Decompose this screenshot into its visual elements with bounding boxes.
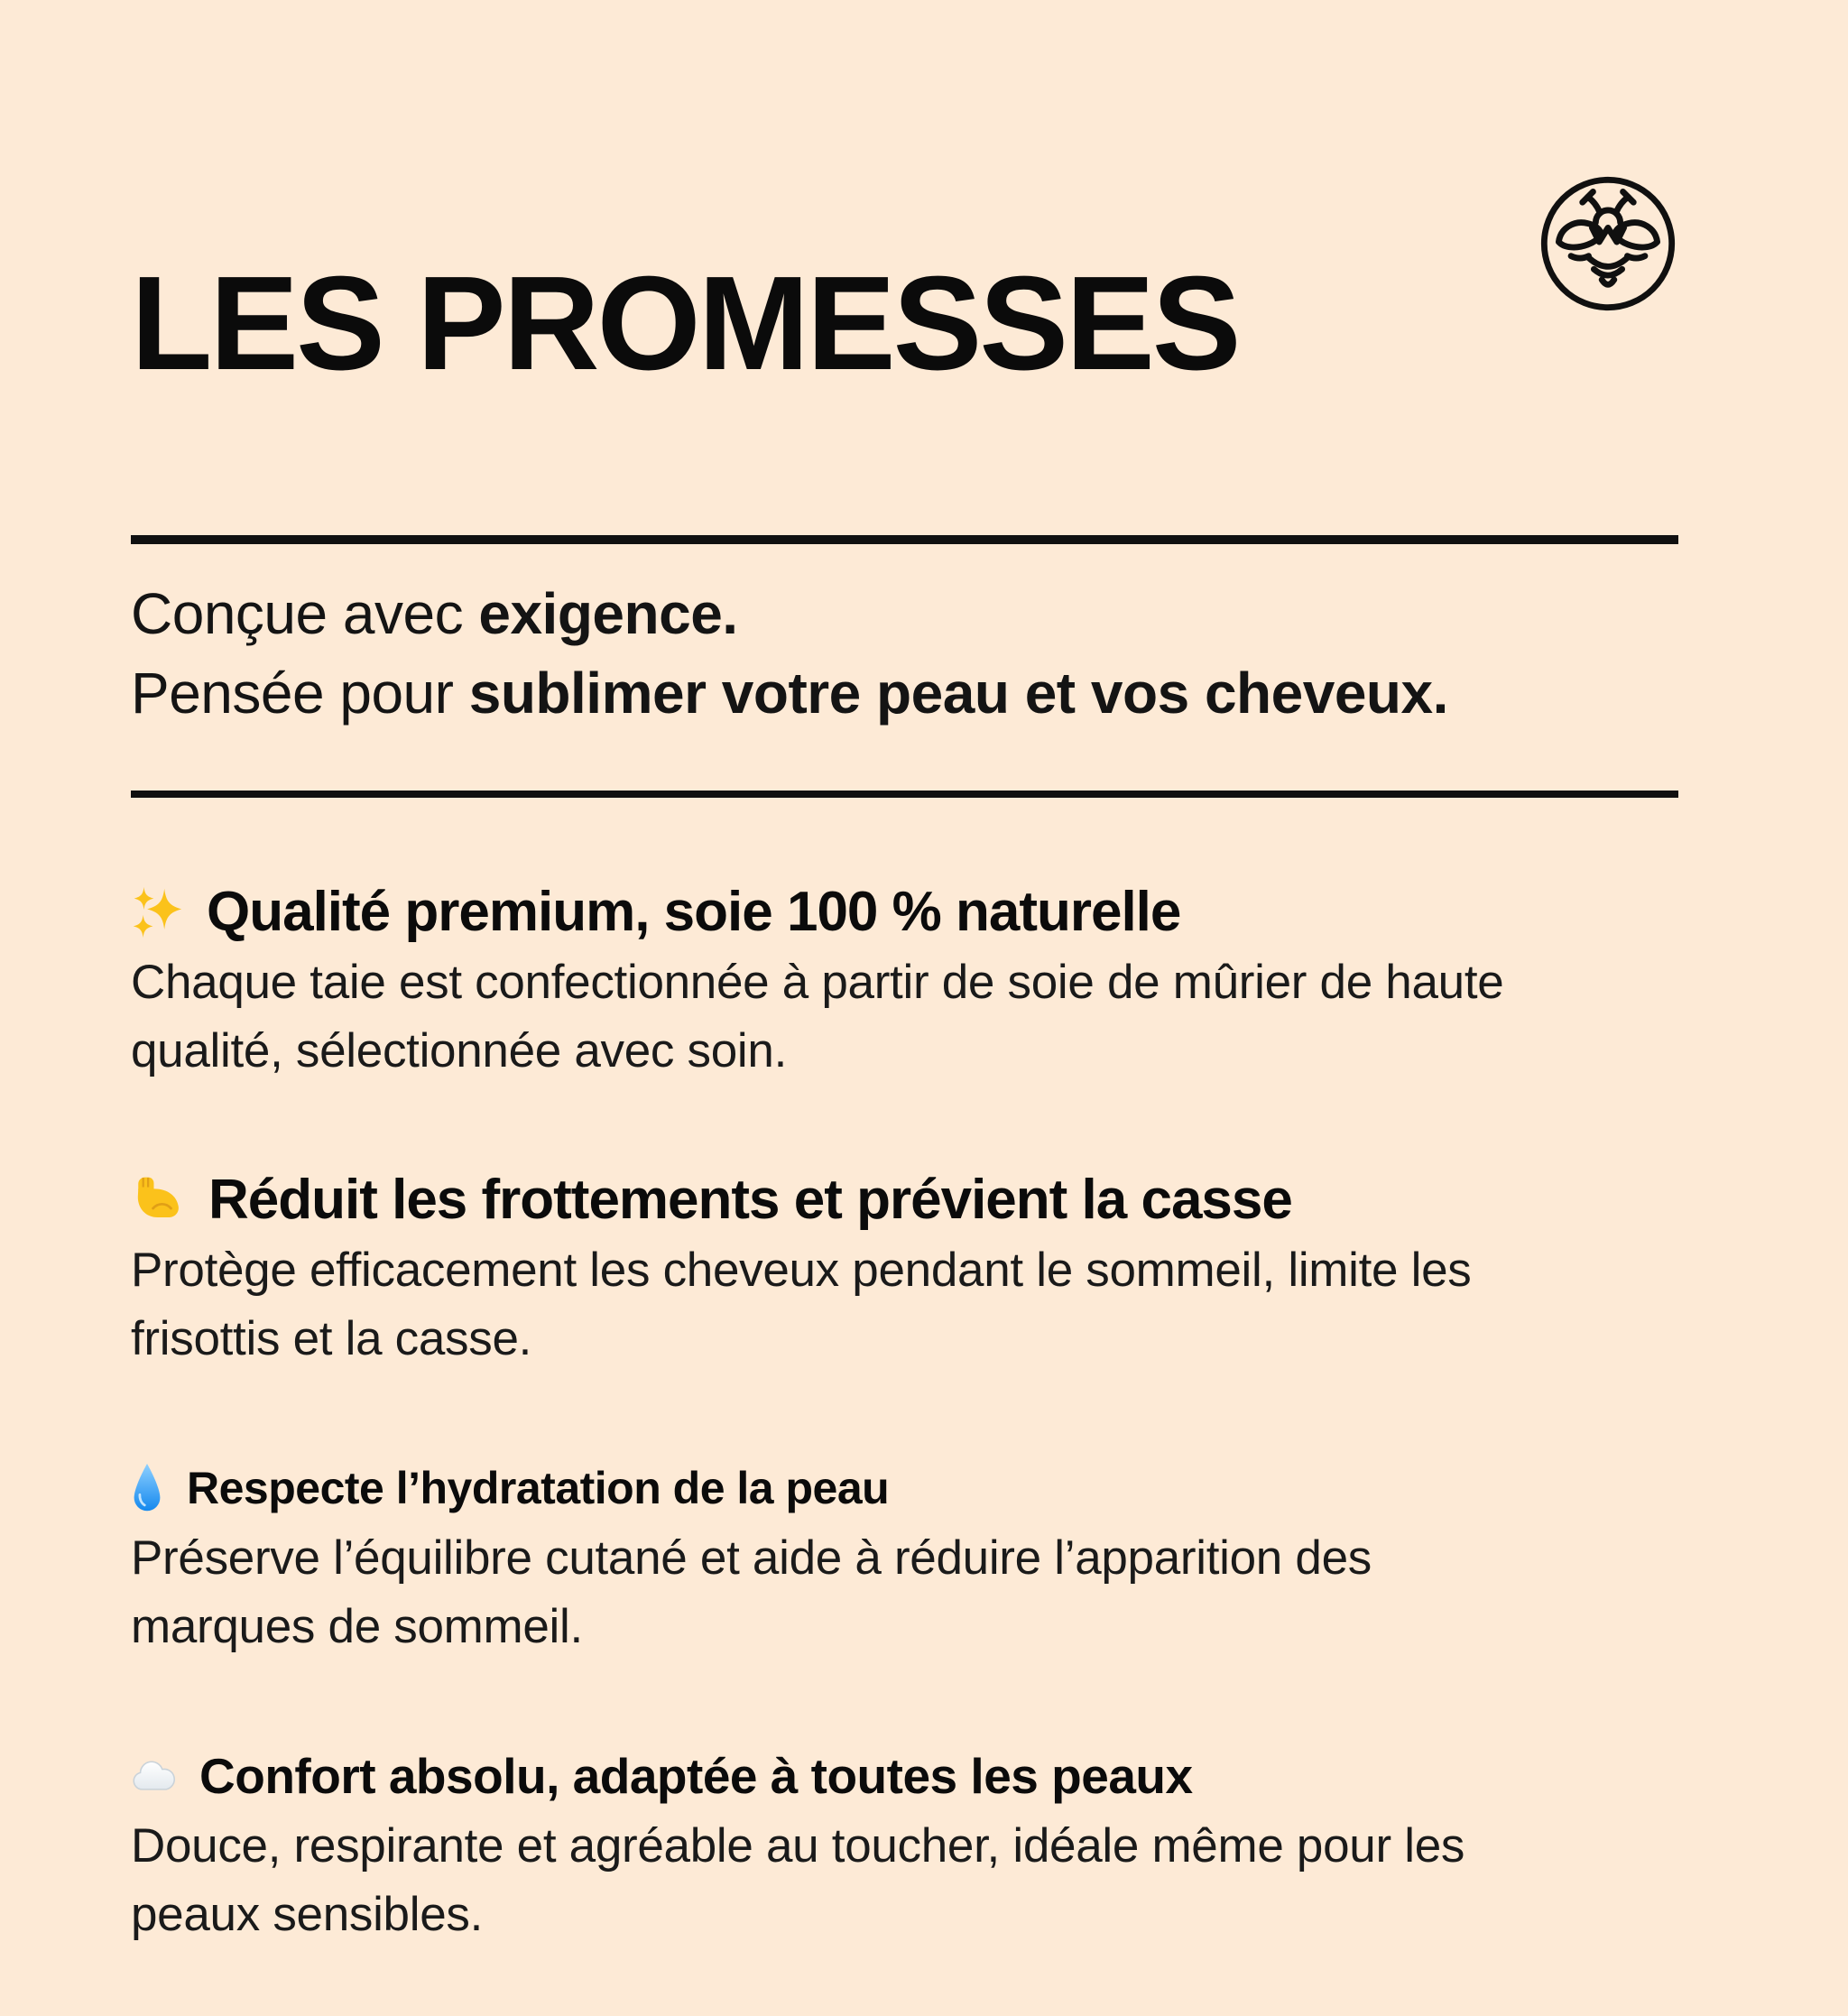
section-heading-text: Respecte l’hydratation de la peau [187,1463,890,1514]
intro-line1-regular: Conçue avec [131,581,479,647]
body-line: Chaque taie est confectionnée à partir de soie de mûrier de haute [131,956,1504,1010]
sparkles-icon [131,886,183,939]
divider-top [131,535,1678,544]
bee-icon [1538,173,1678,314]
section-heading [131,1740,1678,1812]
body-line: Douce, respirante et agréable au toucher, idéale même pour les [131,1819,1465,1873]
promises-card [0,168,1848,2016]
body-line: marques de sommeil. [131,1600,583,1654]
body-line: Protège efficacement les cheveux pendant le sommeil, limite les [131,1244,1472,1298]
intro-line1-bold: exigence. [478,581,738,647]
divider-intro [131,791,1678,798]
body-line: Préserve l’équilibre cutané et aide à réduire l’apparition des [131,1531,1372,1586]
page-title: LES PROMESSES [131,249,1239,399]
body-line: qualité, sélectionnée avec soin. [131,1024,787,1078]
section-body [131,1236,1678,1373]
section-skin-hydration [131,1452,1678,1661]
intro-line2-bold: sublimer votre peau et vos cheveux. [468,661,1448,726]
section-body [131,1524,1678,1661]
section-friction-protection [131,1164,1678,1373]
section-body [131,948,1678,1086]
cloud-icon [131,1760,176,1792]
section-heading [131,1452,1678,1524]
section-body [131,1812,1678,1949]
section-premium-quality [131,876,1678,1086]
droplet-icon [131,1462,163,1514]
section-heading-text: Confort absolu, adaptée à toutes les peaux [199,1748,1193,1805]
header [131,168,1678,480]
intro-text [131,574,1678,733]
body-line: frisottis et la casse. [131,1312,532,1366]
section-heading-text: Qualité premium, soie 100 % naturelle [207,881,1181,944]
section-comfort [131,1740,1678,1949]
intro-line2-regular: Pensée pour [131,661,469,726]
section-heading-text: Réduit les frottements et prévient la casse [208,1169,1292,1232]
section-heading [131,876,1678,948]
body-line: peaux sensibles. [131,1888,484,1942]
flexed-biceps-icon [131,1174,185,1226]
section-heading [131,1164,1678,1236]
